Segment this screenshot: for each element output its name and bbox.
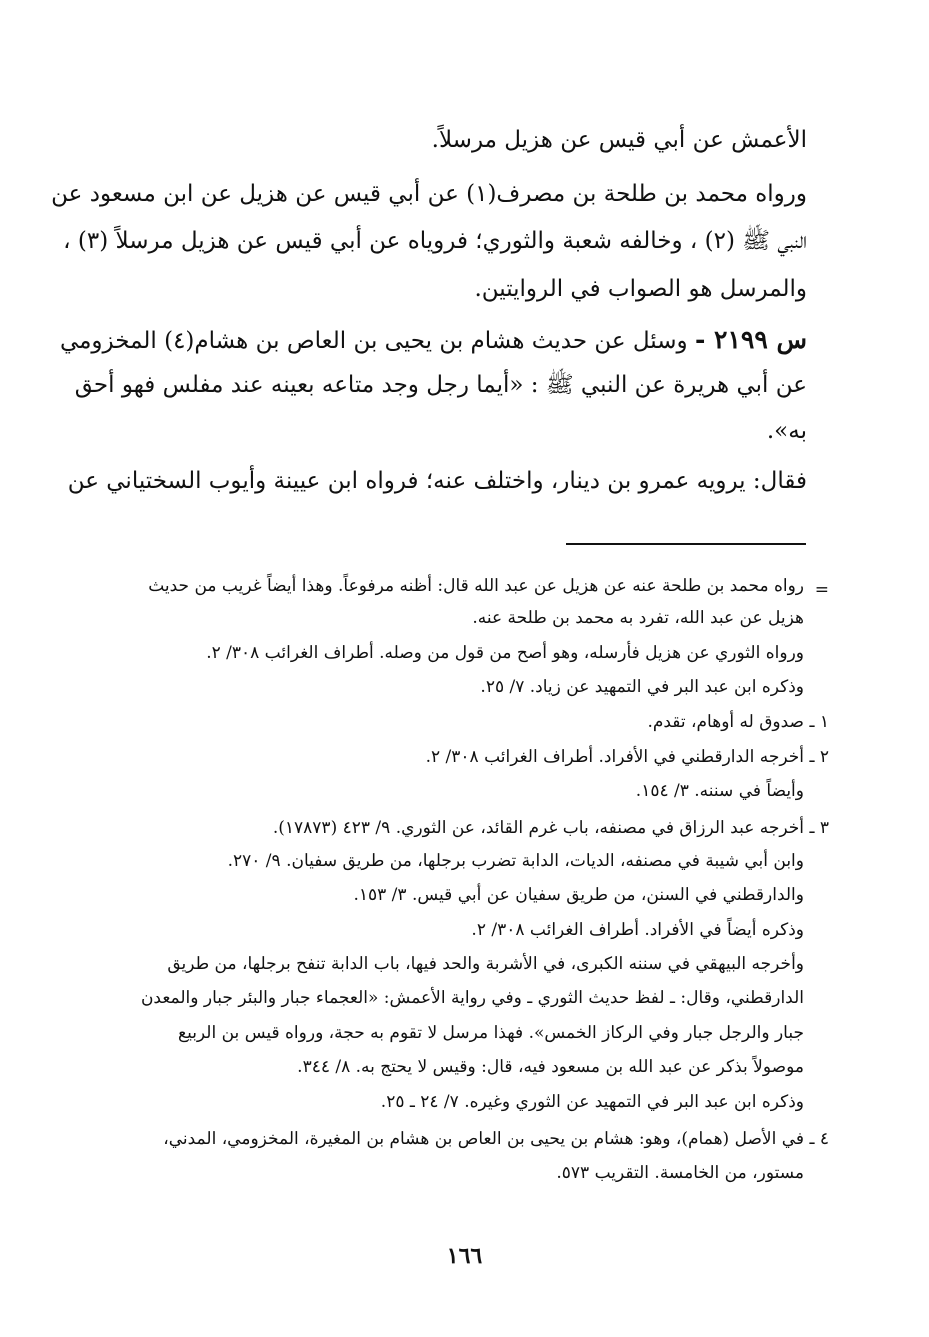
main-text-line: ورواه محمد بن طلحة بن مصرف(١) عن أبي قيس عن هزيل عن ابن مسعود عن	[51, 181, 807, 207]
footnote-line: وذكره أيضاً في الأفراد. أطراف الغرائب ٣٠٨/ ٢.	[471, 920, 804, 940]
footnote-line: في الأصل (همام)، وهو: هشام بن يحيى بن العاص بن هشام بن المغيرة، المخزومي، المدني،	[163, 1129, 804, 1149]
main-text-line: النبي ﷺ (٢) ، وخالفه شعبة والثوري؛ فروياه عن أبي قيس عن هزيل مرسلاً (٣) ،	[63, 228, 807, 254]
question-number: س ٢١٩٩ -	[694, 325, 807, 354]
footnote-line: الدارقطني، وقال: ـ لفظ حديث الثوري ـ وفي رواية الأعمش: «العجماء جبار والبئر جبار والمعدن	[140, 988, 804, 1008]
question-text: وسئل عن حديث هشام بن يحيى بن العاص بن هشام(٤) المخزومي	[59, 328, 688, 354]
footnote-line: ورواه الثوري عن هزيل فأرسله، وهو أصح من قول من وصله. أطراف الغرائب ٣٠٨/ ٢.	[206, 643, 804, 663]
footnote-line: وأيضاً في سننه. ٣/ ١٥٤.	[635, 781, 804, 801]
main-text-line: والمرسل هو الصواب في الروايتين.	[474, 276, 807, 302]
footnote-line: وابن أبي شيبة في مصنفه، الديات، الدابة تضرب برجلها، من طريق سفيان. ٩/ ٢٧٠.	[227, 851, 804, 871]
footnote-line: وذكره ابن عبد البر في التمهيد عن الثوري وغيره. ٧/ ٢٤ ـ ٢٥.	[380, 1092, 804, 1112]
main-text-line: الأعمش عن أبي قيس عن هزيل مرسلاً.	[431, 127, 807, 153]
footnote-line: مستور، من الخامسة. التقريب ٥٧٣.	[556, 1163, 804, 1183]
main-text-line: فقال: يرويه عمرو بن دينار، واختلف عنه؛ فرواه ابن عيينة وأيوب السختياني عن	[67, 468, 807, 494]
footnote-line: هزيل عن عبد الله، تفرد به محمد بن طلحة عنه.	[472, 608, 804, 628]
footnote-number: ٤ ـ	[809, 1129, 829, 1149]
footnote-line: رواه محمد بن طلحة عنه عن هزيل عن عبد الله قال: أظنه مرفوعاً. وهذا أيضاً غريب من حديث	[148, 576, 804, 596]
footnote-line: جبار والرجل جبار وفي الركاز الخمس». فهذا مرسل لا تقوم به حجة، ورواه قيس بن الربيع	[178, 1023, 804, 1043]
footnote-line: موصولاً بذكر عن عبد الله بن مسعود فيه، قال: وقيس لا يحتج به. ٨/ ٣٤٤.	[297, 1057, 804, 1077]
footnote-number: ٣ ـ	[809, 818, 829, 838]
footnote-line: وأخرجه البيهقي في سننه الكبرى، في الأشربة والحد فيها، باب الدابة تنفح برجلها، من طريق	[167, 954, 804, 974]
footnote-line: صدوق له أوهام، تقدم.	[647, 712, 804, 732]
footnote-continuation-marker: =	[814, 580, 829, 600]
footnote-number: ٢ ـ	[809, 747, 829, 767]
footnote-line: أخرجه عبد الرزاق في مصنفه، باب غرم القائد، عن الثوري. ٩/ ٤٢٣ (١٧٨٧٣).	[272, 818, 804, 838]
footnote-line: والدارقطني في السنن، من طريق سفيان عن أبي قيس. ٣/ ١٥٣.	[353, 885, 804, 905]
page-number: ١٦٦	[446, 1243, 483, 1269]
main-text-line: عن أبي هريرة عن النبي ﷺ : «أيما رجل وجد متاعه بعينه عند مفلس فهو أحق	[74, 372, 807, 398]
footnote-divider	[566, 543, 806, 545]
main-text-line: به».	[766, 418, 807, 444]
question-line	[59, 325, 807, 356]
footnote-line: وذكره ابن عبد البر في التمهيد عن زياد. ٧/ ٢٥.	[480, 677, 804, 697]
footnote-line: أخرجه الدارقطني في الأفراد. أطراف الغرائب ٣٠٨/ ٢.	[425, 747, 804, 767]
footnote-number: ١ ـ	[809, 712, 829, 732]
